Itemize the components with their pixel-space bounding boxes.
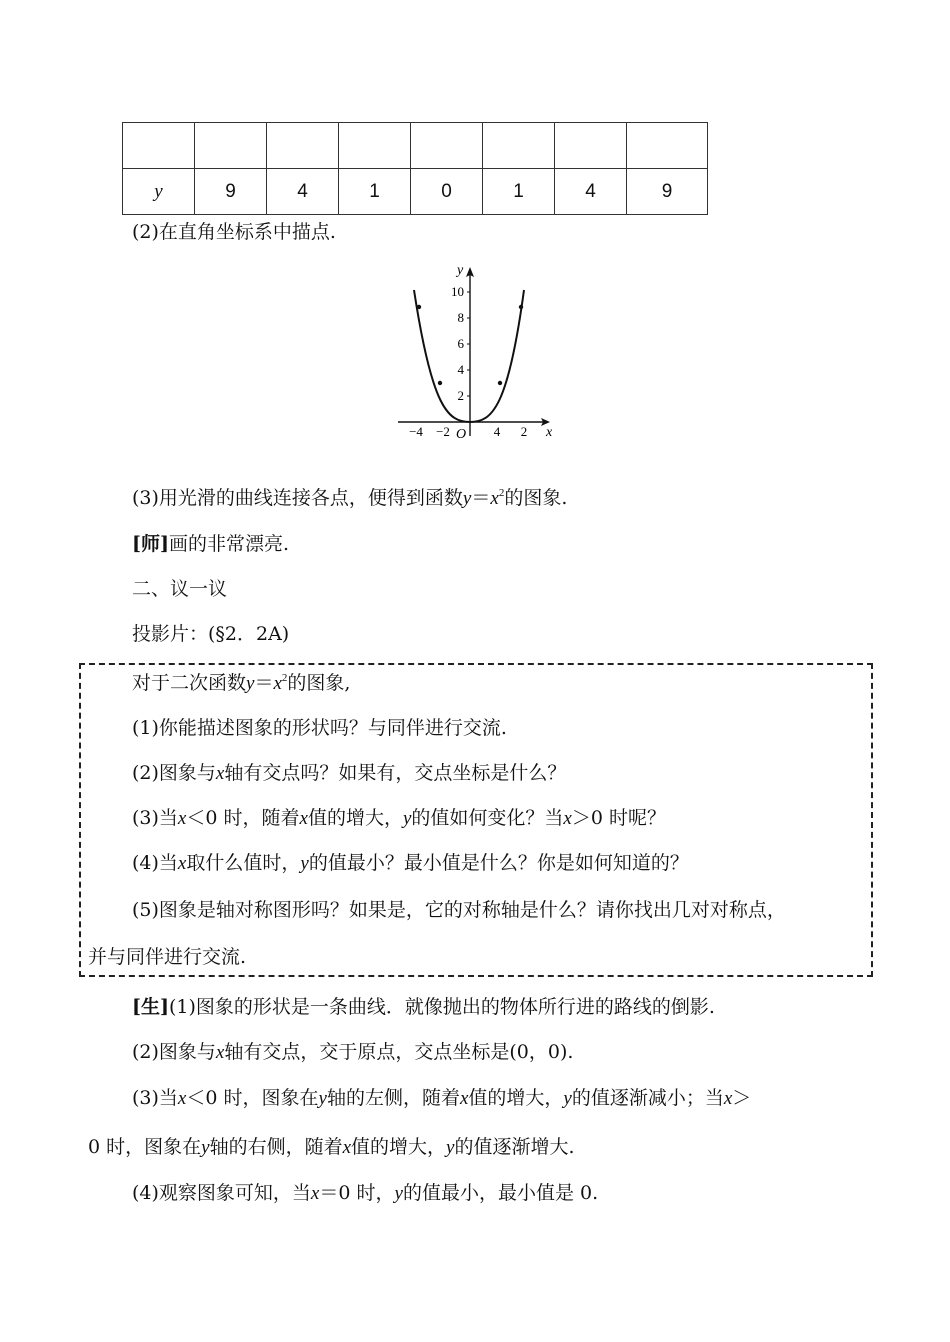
y-tick-label: 6 <box>457 336 464 351</box>
var-x: x <box>215 763 225 784</box>
table-row <box>123 123 708 169</box>
question-1: (1)你能描述图象的形状吗？与同伴进行交流. <box>132 717 507 739</box>
var-x: x <box>563 808 572 829</box>
step-3-text-b: 的图象. <box>504 487 568 509</box>
q3-c: 值的增大， <box>307 807 403 829</box>
y-tick-label: 4 <box>457 362 464 377</box>
var-x: x <box>723 1088 733 1109</box>
teacher-tag: [师] <box>132 533 169 555</box>
y-axis-label: y <box>457 263 464 278</box>
x-axis-label: x <box>546 425 553 440</box>
q3-d: 的值如何变化？当 <box>411 807 564 829</box>
step-3-text-a: (3)用光滑的曲线连接各点，便得到函数 <box>132 487 463 509</box>
y-tick-label: 2 <box>457 388 464 403</box>
y-tick-label: 10 <box>451 284 464 299</box>
projection-label: 投影片：(§2．2A) <box>132 623 290 645</box>
x-tick-label: −4 <box>409 424 423 439</box>
value-table <box>122 122 708 215</box>
var-y: y <box>201 1137 210 1158</box>
parabola-curve <box>414 290 524 422</box>
origin-label: O <box>455 427 467 442</box>
exponent: 2 <box>281 672 288 684</box>
box-intro-b: 的图象, <box>287 672 351 694</box>
question-5-line-1: (5)图象是轴对称图形吗？如果是，它的对称轴是什么？请你找出几对对称点， <box>132 899 786 921</box>
table-cell: 1 <box>483 169 555 215</box>
a3-e: 的值逐渐减小；当 <box>571 1087 724 1109</box>
a3l2-b: 轴的右侧，随着 <box>209 1136 343 1158</box>
a3-d: 值的增大， <box>468 1087 564 1109</box>
var-x: x <box>177 808 187 829</box>
box-intro-a: 对于二次函数 <box>132 672 247 694</box>
q4-b: 取什么值时， <box>186 852 301 874</box>
a4-a: (4)观察图象可知，当 <box>132 1182 311 1204</box>
var-y: y <box>300 853 309 874</box>
answer-3-line-1 <box>132 1086 751 1111</box>
var-x: x <box>273 673 282 694</box>
question-4 <box>132 851 689 876</box>
x-tick-label: −2 <box>436 424 450 439</box>
q2-b: 轴有交点吗？如果有，交点坐标是什么？ <box>224 762 567 784</box>
a2-b: 轴有交点，交于原点，交点坐标是(0，0). <box>224 1041 574 1063</box>
var-x: x <box>490 488 499 509</box>
var-y: y <box>563 1088 572 1109</box>
a3l2-c: 值的增大， <box>351 1136 447 1158</box>
q2-a: (2)图象与 <box>132 762 216 784</box>
plot-point <box>498 381 502 385</box>
table-cell <box>555 123 627 169</box>
a3-b: ＜0 时，图象在 <box>186 1087 319 1109</box>
table-cell <box>195 123 267 169</box>
answer-1-text: (1)图象的形状是一条曲线．就像抛出的物体所行进的路线的倒影. <box>168 996 715 1018</box>
table-cell: 4 <box>267 169 339 215</box>
var-y: y <box>462 488 472 509</box>
var-y: y <box>394 1183 403 1204</box>
answer-2 <box>132 1040 573 1065</box>
table-row <box>123 169 708 215</box>
var-x: x <box>177 853 187 874</box>
step-3-text <box>132 486 567 511</box>
table-row-label: y <box>123 169 195 215</box>
x-tick-label: 2 <box>520 424 528 439</box>
table-cell: 9 <box>627 169 708 215</box>
answer-4 <box>132 1181 598 1206</box>
var-x: x <box>459 1088 469 1109</box>
table-cell: 1 <box>339 169 411 215</box>
step-2-text: (2)在直角坐标系中描点. <box>132 221 336 243</box>
box-intro <box>132 671 350 696</box>
equals-sign: ＝ <box>471 487 491 509</box>
answer-3-line-2 <box>88 1135 575 1160</box>
var-y: y <box>446 1137 455 1158</box>
a2-a: (2)图象与 <box>132 1041 216 1063</box>
var-x: x <box>310 1183 320 1204</box>
teacher-remark <box>132 532 289 556</box>
a3-a: (3)当 <box>132 1087 178 1109</box>
var-x: x <box>177 1088 187 1109</box>
a3-c: 轴的左侧，随着 <box>326 1087 460 1109</box>
plot-point <box>519 305 523 309</box>
table-cell: 9 <box>195 169 267 215</box>
var-y: y <box>318 1088 327 1109</box>
student-tag: [生] <box>132 996 169 1018</box>
q3-e: ＞0 时呢？ <box>571 807 666 829</box>
a3l2-a: 0 时，图象在 <box>88 1136 202 1158</box>
a3l2-d: 的值逐渐增大. <box>454 1136 575 1158</box>
exponent: 2 <box>498 487 505 499</box>
var-y: y <box>246 673 255 694</box>
a4-c: 的值最小，最小值是 0. <box>402 1182 599 1204</box>
q4-c: 的值最小？最小值是什么？你是如何知道的？ <box>308 852 689 874</box>
table-cell: 0 <box>411 169 483 215</box>
table-cell <box>411 123 483 169</box>
table-cell: 4 <box>555 169 627 215</box>
teacher-text: 画的非常漂亮. <box>168 533 290 555</box>
question-5-line-2: 并与同伴进行交流. <box>88 946 247 968</box>
table-cell <box>123 123 195 169</box>
table-cell <box>339 123 411 169</box>
var-x: x <box>299 808 308 829</box>
answer-1 <box>132 995 715 1019</box>
plot-point <box>417 305 421 309</box>
var-x: x <box>342 1137 352 1158</box>
y-tick-label: 8 <box>457 310 464 325</box>
x-tick-label: 4 <box>493 424 501 439</box>
section-heading: 二、议一议 <box>132 578 228 600</box>
table-cell <box>627 123 708 169</box>
a3-f: ＞ <box>732 1087 752 1109</box>
var-x: x <box>215 1042 225 1063</box>
q3-a: (3)当 <box>132 807 178 829</box>
q3-b: ＜0 时，随着 <box>186 807 300 829</box>
question-2 <box>132 761 566 786</box>
question-3 <box>132 806 666 831</box>
q4-a: (4)当 <box>132 852 178 874</box>
equals-sign: ＝ <box>254 672 274 694</box>
plot-point <box>438 381 442 385</box>
table-cell <box>267 123 339 169</box>
table-cell <box>483 123 555 169</box>
parabola-graph <box>390 258 560 448</box>
a4-b: ＝0 时， <box>319 1182 395 1204</box>
var-y: y <box>402 808 412 829</box>
